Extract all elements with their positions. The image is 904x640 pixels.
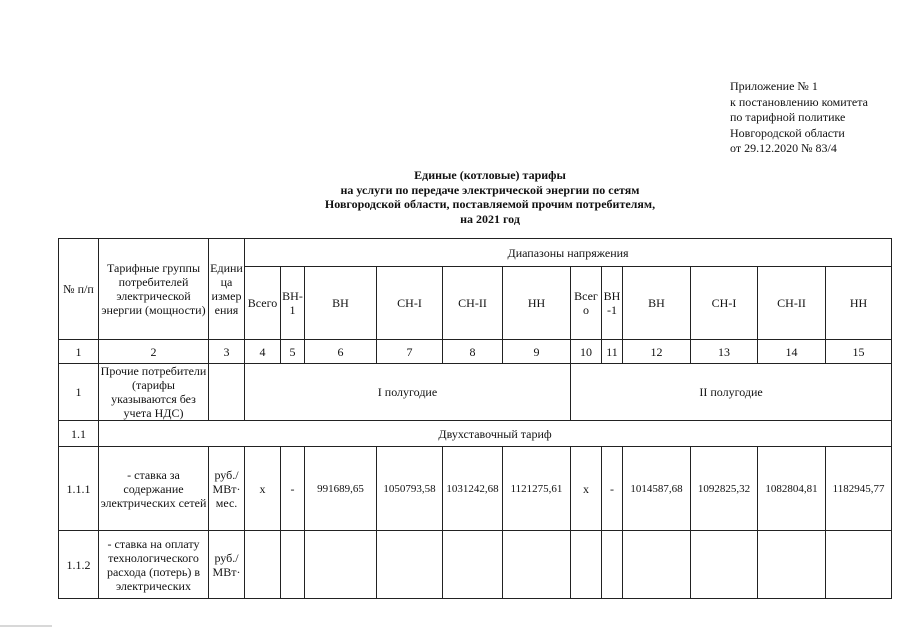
header-sub: ВН-1 xyxy=(602,267,623,340)
value-cell: 1082804,81 xyxy=(758,447,826,531)
value-cell xyxy=(758,531,826,599)
col-number: 3 xyxy=(209,340,245,364)
row-unit xyxy=(209,364,245,421)
scan-edge-mark xyxy=(0,625,52,627)
appendix-line: по тарифной политике xyxy=(730,110,846,125)
value-cell xyxy=(503,531,571,599)
appendix-block xyxy=(730,79,868,157)
row-num: 1.1.2 xyxy=(59,531,99,599)
column-number-row xyxy=(59,340,892,364)
header-unit: Единица измерения xyxy=(209,239,245,340)
header-num: № п/п xyxy=(59,239,99,340)
row-name: Двухставочный тариф xyxy=(99,421,892,447)
value-cell xyxy=(443,531,503,599)
header-sub: СН-II xyxy=(758,267,826,340)
value-cell xyxy=(377,531,443,599)
value-cell xyxy=(826,531,892,599)
value-cell xyxy=(691,531,758,599)
header-group: Тарифные группы потребителей электрической энергии (мощности) xyxy=(99,239,209,340)
header-sub: Всего xyxy=(245,267,281,340)
col-number: 11 xyxy=(602,340,623,364)
title-line: Единые (котловые) тарифы xyxy=(414,168,566,182)
col-number: 1 xyxy=(59,340,99,364)
value-cell xyxy=(623,531,691,599)
tariff-table xyxy=(58,238,892,599)
appendix-line: Приложение № 1 xyxy=(730,79,818,93)
half-year-2: II полугодие xyxy=(571,364,892,421)
row-name: - ставка за содержание электрических сетей xyxy=(99,447,209,531)
header-sub: НН xyxy=(503,267,571,340)
value-cell: 1092825,32 xyxy=(691,447,758,531)
table-row xyxy=(59,447,892,531)
value-cell xyxy=(571,531,602,599)
header-ranges: Диапазоны напряжения xyxy=(245,239,892,267)
col-number: 13 xyxy=(691,340,758,364)
col-number: 5 xyxy=(281,340,305,364)
col-number: 2 xyxy=(99,340,209,364)
value-cell: x xyxy=(571,447,602,531)
value-cell xyxy=(245,531,281,599)
value-cell: - xyxy=(281,447,305,531)
row-unit: руб./МВт·мес. xyxy=(209,447,245,531)
header-sub: СН-I xyxy=(377,267,443,340)
header-sub: ВН xyxy=(305,267,377,340)
value-cell xyxy=(281,531,305,599)
value-cell: 1121275,61 xyxy=(503,447,571,531)
title-line: Новгородской области, поставляемой прочим потребителям, xyxy=(324,197,656,212)
row-unit: руб./МВт· xyxy=(209,531,245,599)
half-year-1: I полугодие xyxy=(245,364,571,421)
col-number: 14 xyxy=(758,340,826,364)
table-row xyxy=(59,421,892,447)
document-title xyxy=(250,168,730,226)
header-sub: СН-II xyxy=(443,267,503,340)
value-cell: x xyxy=(245,447,281,531)
row-name: - ставка на оплату технологического расхода (потерь) в электрических xyxy=(99,531,209,599)
value-cell: 1050793,58 xyxy=(377,447,443,531)
col-number: 6 xyxy=(305,340,377,364)
row-name: Прочие потребители (тарифы указываются без учета НДС) xyxy=(99,364,209,421)
value-cell xyxy=(305,531,377,599)
value-cell xyxy=(602,531,623,599)
col-number: 9 xyxy=(503,340,571,364)
appendix-line: Новгородской области xyxy=(730,125,845,140)
header-sub: Всего xyxy=(571,267,602,340)
row-num: 1 xyxy=(59,364,99,421)
title-line: на 2021 год xyxy=(460,211,520,226)
appendix-line: к постановлению комитета xyxy=(730,94,868,109)
header-sub: ВН-1 xyxy=(281,267,305,340)
col-number: 15 xyxy=(826,340,892,364)
col-number: 10 xyxy=(571,340,602,364)
col-number: 7 xyxy=(377,340,443,364)
title-line: на услуги по передаче электрической энергии по сетям xyxy=(340,182,640,197)
table-row xyxy=(59,364,892,421)
col-number: 4 xyxy=(245,340,281,364)
table-row xyxy=(59,531,892,599)
row-num: 1.1.1 xyxy=(59,447,99,531)
header-sub: НН xyxy=(826,267,892,340)
value-cell: 1031242,68 xyxy=(443,447,503,531)
value-cell: 1182945,77 xyxy=(826,447,892,531)
header-sub: ВН xyxy=(623,267,691,340)
value-cell: 1014587,68 xyxy=(623,447,691,531)
appendix-line: от 29.12.2020 № 83/4 xyxy=(730,141,837,156)
value-cell: 991689,65 xyxy=(305,447,377,531)
header-sub: СН-I xyxy=(691,267,758,340)
value-cell: - xyxy=(602,447,623,531)
col-number: 8 xyxy=(443,340,503,364)
col-number: 12 xyxy=(623,340,691,364)
row-num: 1.1 xyxy=(59,421,99,447)
